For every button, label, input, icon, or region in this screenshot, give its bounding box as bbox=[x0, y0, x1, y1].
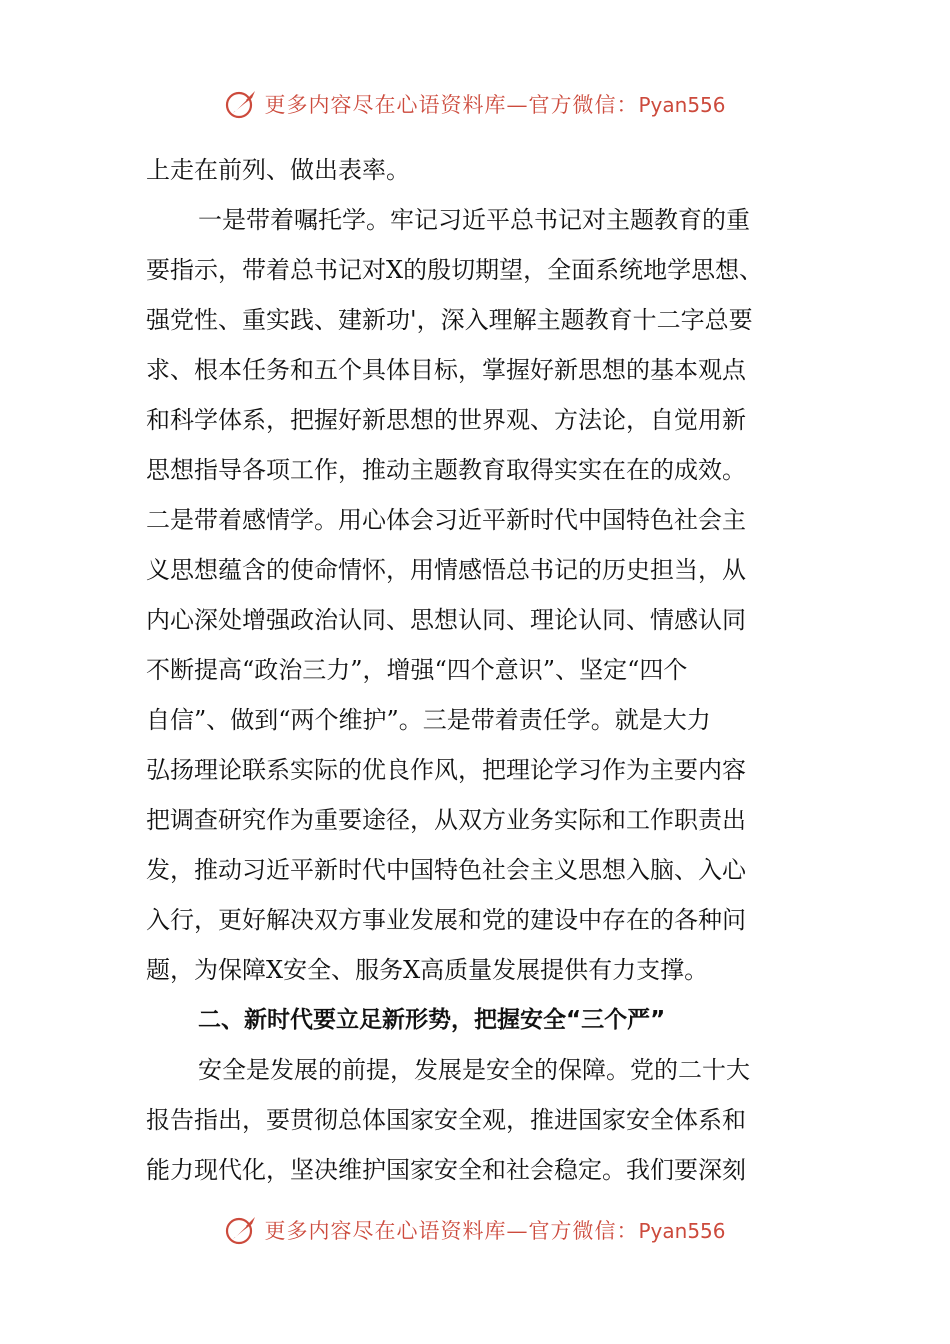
body-line: 报告指出，要贯彻总体国家安全观，推进国家安全体系和 bbox=[146, 1106, 746, 1134]
section-heading: 二、新时代要立足新形势，把握安全“三个严” bbox=[198, 1007, 666, 1033]
body-line: 内心深处增强政治认同、思想认同、理论认同、情感认同 bbox=[146, 606, 746, 634]
body-line: 义思想蕴含的使命情怀，用情感悟总书记的历史担当，从 bbox=[146, 556, 746, 584]
body-line: 求、根本任务和五个具体目标，掌握好新思想的基本观点 bbox=[146, 356, 746, 384]
body-line: 能力现代化，坚决维护国家安全和社会稳定。我们要深刻 bbox=[146, 1156, 746, 1184]
body-line: 自信”、做到“两个维护”。三是带着责任学。就是大力 bbox=[146, 706, 711, 734]
body-line: 题，为保障X安全、服务X高质量发展提供有力支撑。 bbox=[146, 956, 709, 984]
body-line: 和科学体系，把握好新思想的世界观、方法论，自觉用新 bbox=[146, 406, 746, 434]
quill-logo-icon bbox=[224, 86, 260, 122]
body-line: 二是带着感情学。用心体会习近平新时代中国特色社会主 bbox=[146, 506, 746, 534]
footer-banner bbox=[0, 1210, 950, 1250]
body-line: 把调查研究作为重要途径，从双方业务实际和工作职责出 bbox=[146, 806, 746, 834]
footer-banner-handle: Pyan556 bbox=[638, 1219, 726, 1243]
body-line: 思想指导各项工作，推动主题教育取得实实在在的成效。 bbox=[146, 456, 746, 484]
body-line: 要指示，带着总书记对X的殷切期望，全面系统地学思想、 bbox=[146, 256, 764, 284]
body-line: 强党性、重实践、建新功'，深入理解主题教育十二字总要 bbox=[146, 306, 753, 334]
body-line: 弘扬理论联系实际的优良作风，把理论学习作为主要内容 bbox=[146, 756, 746, 784]
paragraph-start-line: 一是带着嘱托学。牢记习近平总书记对主题教育的重 bbox=[198, 206, 750, 234]
footer-banner-text: 更多内容尽在心语资料库—官方微信：Pyan556 bbox=[264, 1219, 726, 1243]
body-line: 不断提高“政治三力”，增强“四个意识”、坚定“四个 bbox=[146, 656, 688, 684]
header-banner-text: 更多内容尽在心语资料库—官方微信：Pyan556 bbox=[264, 93, 726, 117]
paragraph-start-line: 安全是发展的前提，发展是安全的保障。党的二十大 bbox=[198, 1056, 750, 1084]
quill-logo-icon bbox=[224, 1212, 260, 1248]
body-line: 入行，更好解决双方事业发展和党的建设中存在的各种问 bbox=[146, 906, 746, 934]
header-banner-handle: Pyan556 bbox=[638, 93, 726, 117]
body-line: 发，推动习近平新时代中国特色社会主义思想入脑、入心 bbox=[146, 856, 746, 884]
header-banner bbox=[0, 84, 950, 124]
body-line: 上走在前列、做出表率。 bbox=[146, 156, 410, 184]
